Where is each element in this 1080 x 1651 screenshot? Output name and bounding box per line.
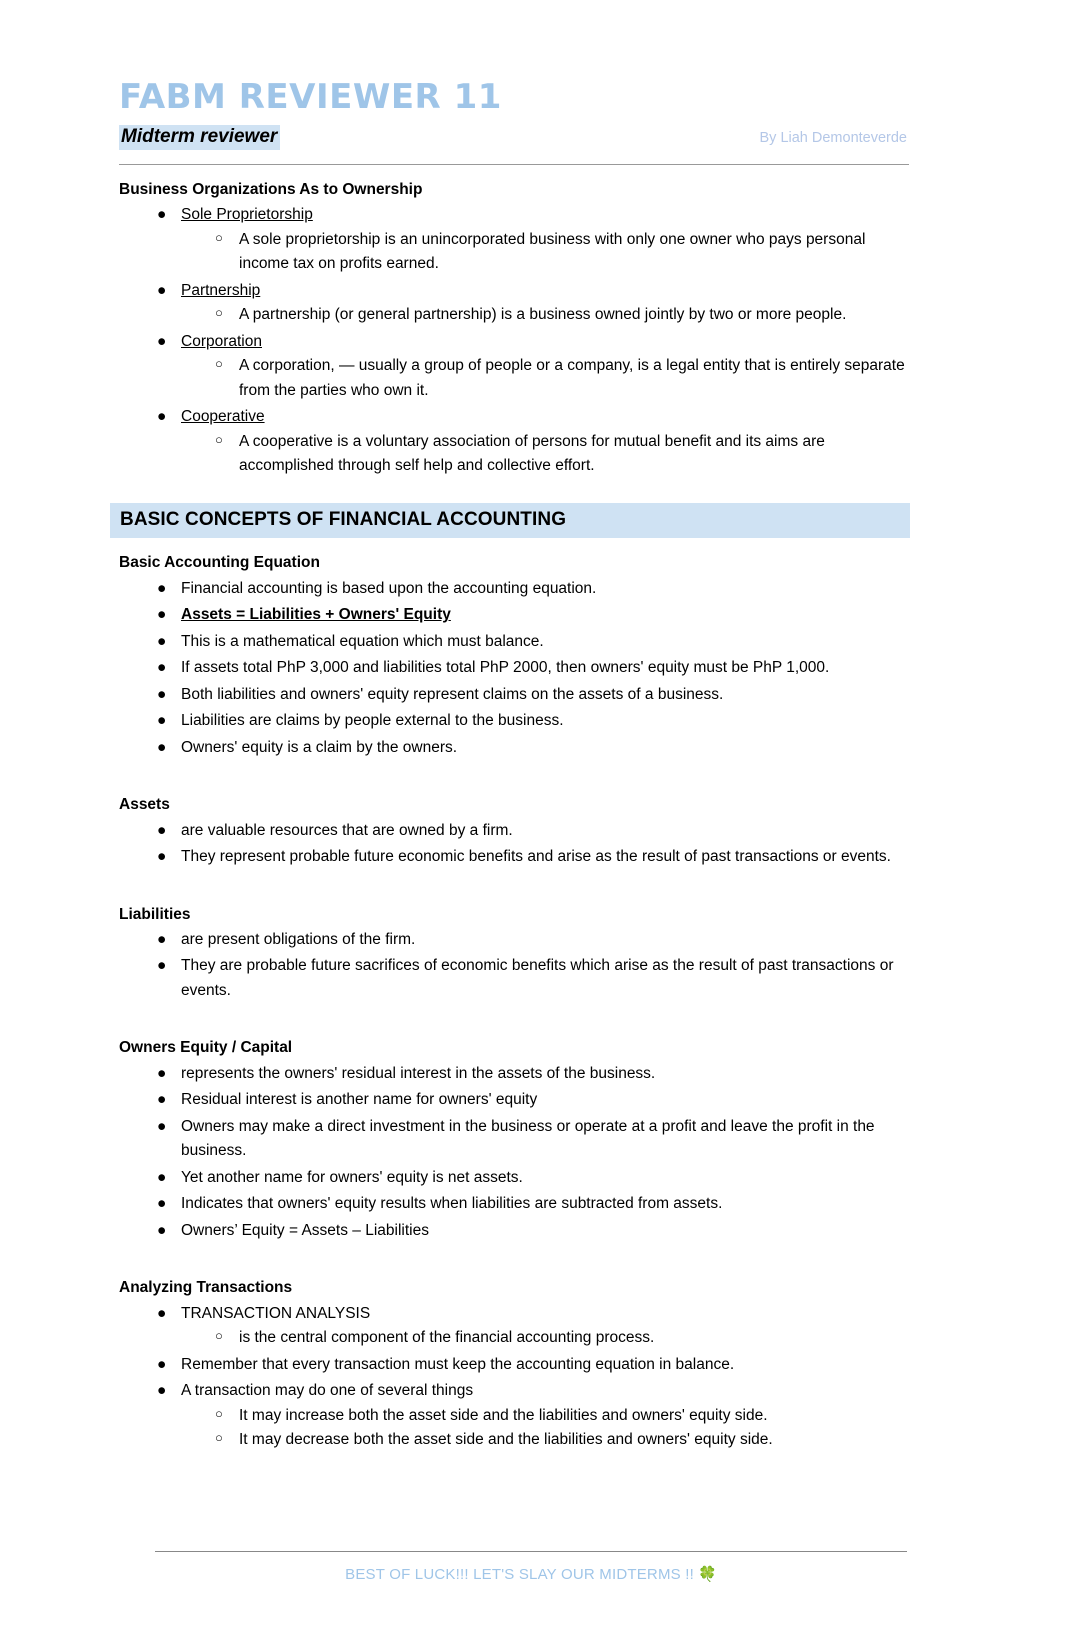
definition-list [181,303,909,327]
owners-equity-formula: Owners’ Equity = Assets – Liabilities [181,1221,429,1239]
document-subtitle: Midterm reviewer [119,125,280,150]
section-heading-basic-accounting-equation: Basic Accounting Equation [119,554,320,572]
list-item [119,1088,909,1112]
bullet-icon: ● [157,821,167,839]
list-item [119,1379,909,1452]
bullet-text: They are probable future sacrifices of economic benefits which arise as the result of past transactions or events. [181,957,894,999]
list-item [119,1353,909,1377]
footer-message [155,1565,907,1583]
list-item [119,405,909,478]
bullet-text: Owners' equity is a claim by the owners. [181,738,458,756]
bullet-text: Yet another name for owners' equity is net assets. [181,1168,523,1186]
author-byline: By Liah Demonteverde [759,130,907,147]
list-item [119,928,909,952]
list-item [119,845,909,869]
sub-bullet-text: It may increase both the asset side and the liabilities and owners' equity side. [239,1406,768,1424]
section-heading-business-organizations: Business Organizations As to Ownership [119,180,423,198]
bullet-text: represents the owners' residual interest in the assets of the business. [181,1064,656,1082]
bullet-icon: ● [157,1195,167,1213]
circle-bullet-icon: ○ [215,1328,223,1344]
bullet-icon: ● [157,1064,167,1082]
footer-divider [155,1551,907,1552]
list-item [181,354,909,403]
spacer [119,760,909,780]
list-item [119,203,909,276]
bullet-text: Remember that every transaction must keep the accounting equation in balance. [181,1355,735,1373]
page-footer [155,1551,907,1583]
circle-bullet-icon: ○ [215,356,223,372]
basic-accounting-equation-list [119,577,909,760]
bullet-icon: ● [157,408,167,426]
bullet-icon: ● [157,685,167,703]
sub-bullet-text: is the central component of the financial accounting process. [239,1329,655,1347]
liabilities-list [119,928,909,1003]
list-item [181,228,909,277]
assets-list [119,819,909,870]
list-item [119,709,909,733]
bullet-text: Liabilities are claims by people external to the business. [181,712,564,730]
header-divider [119,164,909,165]
footer-text-label: BEST OF LUCK!!! LET'S SLAY OUR MIDTERMS !! [345,1566,694,1583]
definition-text: A cooperative is a voluntary association of persons for mutual benefit and its aims are accomplished through self help and collective effort. [239,432,825,475]
definition-text: A partnership (or general partnership) is a business owned jointly by two or more people. [239,306,847,324]
circle-bullet-icon: ○ [215,431,223,447]
section-banner-basic-concepts: BASIC CONCEPTS OF FINANCIAL ACCOUNTING [110,503,910,539]
spacer [119,1003,909,1023]
list-item [119,954,909,1003]
bullet-icon: ● [157,957,167,975]
bullet-text: Owners may make a direct investment in the business or operate at a profit and leave the profit in the business. [181,1117,875,1160]
bullet-icon: ● [157,738,167,756]
bullet-icon: ● [157,632,167,650]
bullet-icon: ● [157,659,167,677]
circle-bullet-icon: ○ [215,305,223,321]
bullet-text: Both liabilities and owners' equity represent claims on the assets of a business. [181,685,724,703]
bullet-icon: ● [157,606,167,624]
definition-list [181,228,909,277]
clover-icon: 🍀 [697,1566,717,1583]
bullet-text: Indicates that owners' equity results when liabilities are subtracted from assets. [181,1195,723,1213]
section-heading-owners-equity: Owners Equity / Capital [119,1039,293,1057]
spacer [119,870,909,890]
analyzing-transactions-list [119,1302,909,1453]
bullet-icon: ● [157,332,167,350]
bullet-icon: ● [157,1168,167,1186]
list-item [181,1326,909,1350]
list-item [181,303,909,327]
bullet-icon: ● [157,1091,167,1109]
document-content [119,0,909,1453]
bullet-icon: ● [157,281,167,299]
bullet-icon: ● [157,1355,167,1373]
bullet-icon: ● [157,712,167,730]
circle-bullet-icon: ○ [215,229,223,245]
bullet-text: A transaction may do one of several things [181,1382,474,1400]
bullet-text: They represent probable future economic benefits and arise as the result of past transactions or events. [181,848,891,866]
bullet-icon: ● [157,206,167,224]
list-item [119,1166,909,1190]
list-item [119,656,909,680]
section-heading-liabilities: Liabilities [119,905,191,923]
list-item [181,430,909,479]
term-label: Sole Proprietorship [181,206,313,224]
sub-list [181,1326,909,1350]
spacer [119,1243,909,1263]
list-item [119,577,909,601]
bullet-icon: ● [157,930,167,948]
definition-list [181,430,909,479]
accounting-equation-formula: Assets = Liabilities + Owners' Equity [181,606,451,624]
list-item [119,736,909,760]
bullet-text: This is a mathematical equation which must balance. [181,632,544,650]
bullet-text: If assets total PhP 3,000 and liabilities total PhP 2000, then owners' equity must be PhP 1,000. [181,659,830,677]
circle-bullet-icon: ○ [215,1430,223,1446]
list-item [119,603,909,627]
list-item [119,1219,909,1243]
bullet-icon: ● [157,1382,167,1400]
list-item [119,1062,909,1086]
definition-text: A sole proprietorship is an unincorporated business with only one owner who pays personal income tax on profits earned. [239,230,866,273]
bullet-text: Financial accounting is based upon the accounting equation. [181,579,597,597]
bullet-text: are valuable resources that are owned by a firm. [181,821,513,839]
list-item [119,279,909,328]
bullet-icon: ● [157,1304,167,1322]
definition-list [181,354,909,403]
list-item [119,683,909,707]
term-label: Cooperative [181,408,265,426]
list-item [119,819,909,843]
business-organizations-list [119,203,909,478]
list-item [119,1192,909,1216]
bullet-text: TRANSACTION ANALYSIS [181,1304,371,1322]
bullet-text: Residual interest is another name for owners' equity [181,1091,538,1109]
sub-list [181,1404,909,1453]
term-label: Partnership [181,281,261,299]
bullet-icon: ● [157,579,167,597]
subtitle-row [119,125,909,150]
bullet-icon: ● [157,1221,167,1239]
bullet-text: are present obligations of the firm. [181,930,416,948]
sub-bullet-text: It may decrease both the asset side and the liabilities and owners' equity side. [239,1431,773,1449]
owners-equity-list [119,1062,909,1243]
list-item [181,1404,909,1428]
list-item [119,1302,909,1351]
list-item [119,630,909,654]
list-item [119,330,909,403]
list-item [119,1115,909,1164]
section-heading-analyzing-transactions: Analyzing Transactions [119,1279,293,1297]
section-heading-assets: Assets [119,796,170,814]
term-label: Corporation [181,332,262,350]
bullet-icon: ● [157,1117,167,1135]
definition-text: A corporation, — usually a group of people or a company, is a legal entity that is entirely separate from the parties who own it. [239,357,905,399]
page-title: FABM REVIEWER 11 [119,77,502,117]
list-item [181,1428,909,1452]
bullet-icon: ● [157,848,167,866]
circle-bullet-icon: ○ [215,1405,223,1421]
